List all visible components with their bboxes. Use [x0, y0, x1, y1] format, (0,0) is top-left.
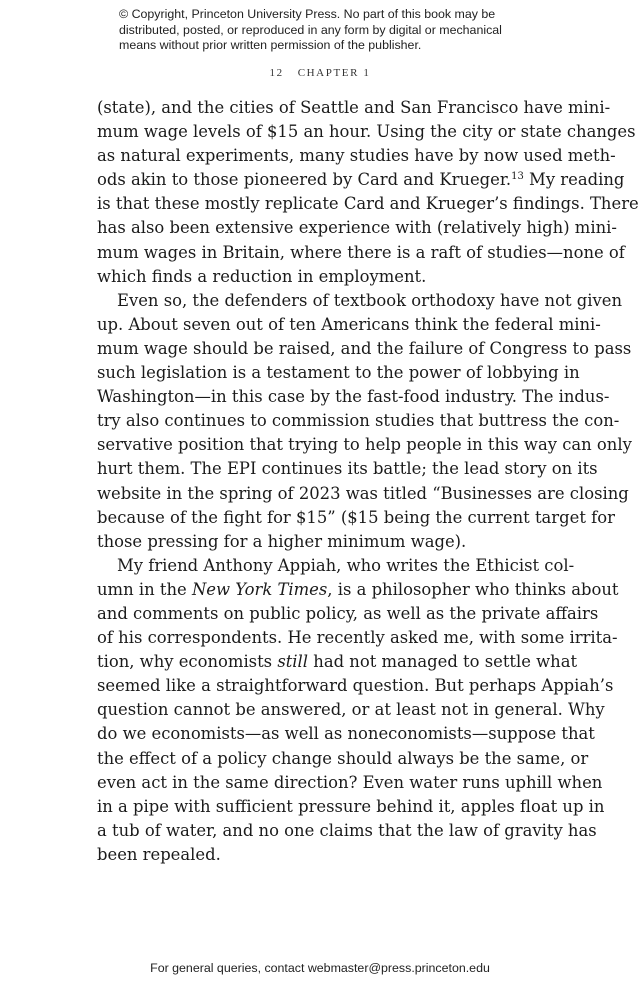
text-line: seemed like a straightforward question. But perhaps Appiah’s: [97, 676, 614, 696]
text-segment: tion, why economists: [97, 652, 278, 672]
chapter-label: CHAPTER 1: [297, 67, 371, 79]
footnote-marker[interactable]: 13: [511, 171, 524, 183]
text-line: because of the fight for $15” ($15 being the current target for: [97, 507, 615, 527]
text-line: been repealed.: [97, 844, 221, 864]
text-line: servative position that trying to help people in this way can only: [97, 435, 632, 455]
text-line: do we economists—as well as noneconomists—suppose that: [97, 724, 595, 744]
text-segment: had not managed to settle what: [308, 652, 578, 672]
text-segment: umn in the: [97, 579, 192, 599]
publication-title: New York Times: [191, 579, 328, 599]
text-line: in a pipe with sufficient pressure behind it, apples float up in: [97, 796, 605, 816]
copyright-line: distributed, posted, or reproduced in any form by digital or mechanical: [119, 22, 502, 37]
text-segment: , is a philosopher who thinks about: [327, 579, 619, 599]
text-line: Even so, the defenders of textbook orthodoxy have not given: [117, 290, 622, 310]
text-line: as natural experiments, many studies have by now used meth-: [97, 146, 616, 166]
text-line: a tub of water, and no one claims that the law of gravity has: [97, 820, 597, 840]
emphasis: still: [277, 652, 309, 672]
text-line: question cannot be answered, or at least not in general. Why: [97, 700, 605, 720]
text-line: up. About seven out of ten Americans think the federal mini-: [97, 314, 601, 334]
text-line: mum wage levels of $15 an hour. Using the city or state changes: [97, 122, 636, 142]
footer-contact: For general queries, contact webmaster@press.princeton.edu: [150, 961, 490, 975]
body-text: [97, 96, 639, 867]
text-line: hurt them. The EPI continues its battle; the lead story on its: [97, 459, 598, 479]
text-line: [97, 578, 619, 602]
copyright-notice: [119, 7, 539, 54]
text-line: even act in the same direction? Even water runs uphill when: [97, 772, 603, 792]
text-line: of his correspondents. He recently asked me, with some irrita-: [97, 628, 618, 648]
running-head: [0, 67, 640, 79]
text-line: try also continues to commission studies that buttress the con-: [97, 411, 620, 431]
text-line: such legislation is a testament to the power of lobbying in: [97, 363, 580, 383]
text-line: [97, 650, 578, 674]
copyright-line: means without prior written permission of the publisher.: [119, 38, 422, 52]
text-line: mum wages in Britain, where there is a raft of studies—none of: [97, 242, 625, 262]
text-line: Washington—in this case by the fast-food industry. The indus-: [97, 387, 610, 407]
text-line: those pressing for a higher minimum wage).: [97, 531, 467, 551]
text-line: website in the spring of 2023 was titled “Businesses are closing: [97, 483, 629, 503]
copyright-line: © Copyright, Princeton University Press. No part of this book may be: [119, 7, 496, 21]
text-line: My friend Anthony Appiah, who writes the Ethicist col-: [117, 555, 575, 575]
text-line: (state), and the cities of Seattle and San Francisco have mini-: [97, 98, 611, 117]
text-segment: ods akin to those pioneered by Card and Krueger.: [97, 170, 512, 190]
text-line: the effect of a policy change should always be the same, or: [97, 748, 589, 768]
text-line: mum wage should be raised, and the failure of Congress to pass: [97, 338, 632, 358]
page-number: 12: [269, 67, 284, 79]
text-segment: My reading: [523, 170, 625, 190]
text-line: which finds a reduction in employment.: [97, 266, 427, 286]
text-line: is that these mostly replicate Card and Krueger’s findings. There: [97, 194, 639, 214]
text-line: [97, 168, 625, 192]
text-line: and comments on public policy, as well as the private affairs: [97, 603, 599, 623]
text-line: has also been extensive experience with (relatively high) mini-: [97, 218, 617, 238]
